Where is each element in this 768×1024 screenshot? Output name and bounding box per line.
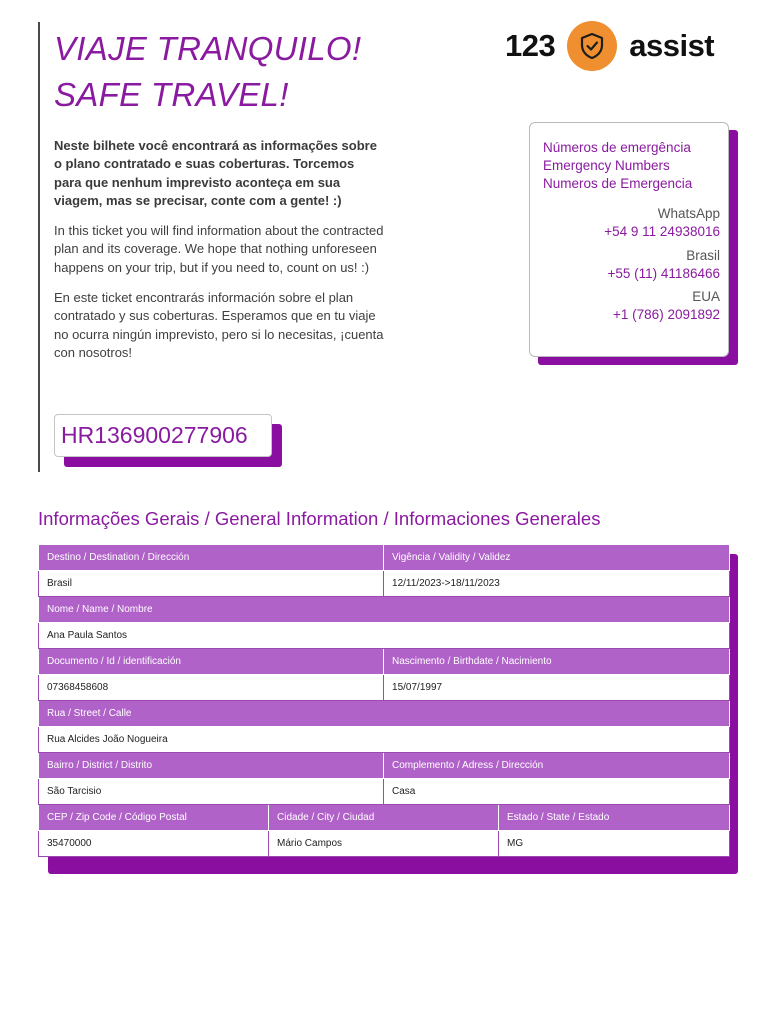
district-label: Bairro / District / Distrito xyxy=(39,753,384,779)
contact-label-whatsapp: WhatsApp xyxy=(657,206,720,221)
table-header-row xyxy=(39,701,730,727)
street-label: Rua / Street / Calle xyxy=(39,701,730,727)
emergency-title-en: Emergency Numbers xyxy=(543,158,670,173)
name-label: Nome / Name / Nombre xyxy=(39,597,730,623)
headline xyxy=(54,26,361,118)
left-divider-line xyxy=(38,22,40,472)
contact-label-eua: EUA xyxy=(692,289,720,305)
contact-number-eua[interactable]: +1 (786) 2091892 xyxy=(613,307,720,323)
contact-number-brasil[interactable]: +55 (11) 41186466 xyxy=(607,265,720,281)
table-header-row xyxy=(39,753,730,779)
emergency-title xyxy=(543,139,692,193)
state-value: MG xyxy=(499,831,730,857)
zip-value: 35470000 xyxy=(39,831,269,857)
intro-spanish: En este ticket encontrarás información sobre el plan contratado y sus coberturas. Esperamos que en tu viaje no ocurra ningún imprevisto, pero si lo necesitas, ¡cuenta con nosotros! xyxy=(54,290,384,360)
table-value-row xyxy=(39,675,730,701)
table-value-row xyxy=(39,779,730,805)
document-label: Documento / Id / identificación xyxy=(39,649,384,675)
intro-english: In this ticket you will find information about the contracted plan and its coverage. We hope that nothing unforeseen happens on your trip, but if you need to, count on us! :) xyxy=(54,223,384,275)
emergency-contact-list xyxy=(604,205,720,330)
headline-line-2: SAFE TRAVEL! xyxy=(54,76,289,113)
street-value: Rua Alcides João Nogueira xyxy=(39,727,730,753)
intro-text xyxy=(54,137,384,374)
general-info-table xyxy=(38,544,730,857)
table-value-row xyxy=(39,831,730,857)
contact-number-whatsapp[interactable]: +54 9 11 24938016 xyxy=(604,224,720,240)
city-value: Mário Campos xyxy=(269,831,499,857)
logo-number: 123 xyxy=(505,28,556,63)
complement-label: Complemento / Adress / Dirección xyxy=(384,753,730,779)
state-label: Estado / State / Estado xyxy=(499,805,730,831)
document-value: 07368458608 xyxy=(39,675,384,701)
validity-label: Vigência / Validity / Validez xyxy=(384,545,730,571)
table-value-row xyxy=(39,571,730,597)
name-value: Ana Paula Santos xyxy=(39,623,730,649)
validity-value: 12/11/2023->18/11/2023 xyxy=(384,571,730,597)
destination-label: Destino / Destination / Dirección xyxy=(39,545,384,571)
destination-value: Brasil xyxy=(39,571,384,597)
district-value: São Tarcisio xyxy=(39,779,384,805)
brand-logo xyxy=(505,20,714,72)
table-header-row xyxy=(39,649,730,675)
ticket-code: HR136900277906 xyxy=(54,414,272,457)
zip-label: CEP / Zip Code / Código Postal xyxy=(39,805,269,831)
shield-check-icon xyxy=(567,21,617,71)
logo-word: assist xyxy=(629,28,715,63)
contact-label-brasil: Brasil xyxy=(686,247,720,263)
birthdate-label: Nascimento / Birthdate / Nacimiento xyxy=(384,649,730,675)
table-value-row xyxy=(39,623,730,649)
headline-line-1: VIAJE TRANQUILO! xyxy=(54,30,362,67)
table-header-row xyxy=(39,805,730,831)
table-value-row xyxy=(39,727,730,753)
birthdate-value: 15/07/1997 xyxy=(384,675,730,701)
intro-portuguese: Neste bilhete você encontrará as informações sobre o plano contratado e suas coberturas. Torcemos para que nenhum imprevisto aconteça em sua viagem, mas se precisar, conte com a gente! :) xyxy=(54,138,377,208)
table-header-row xyxy=(39,597,730,623)
general-info-title: Informações Gerais / General Information / Informaciones Generales xyxy=(38,508,601,529)
city-label: Cidade / City / Ciudad xyxy=(269,805,499,831)
complement-value: Casa xyxy=(384,779,730,805)
emergency-title-pt: Números de emergência xyxy=(543,140,691,155)
table-header-row xyxy=(39,545,730,571)
emergency-numbers-box xyxy=(529,122,729,357)
emergency-title-es: Numeros de Emergencia xyxy=(543,176,693,191)
